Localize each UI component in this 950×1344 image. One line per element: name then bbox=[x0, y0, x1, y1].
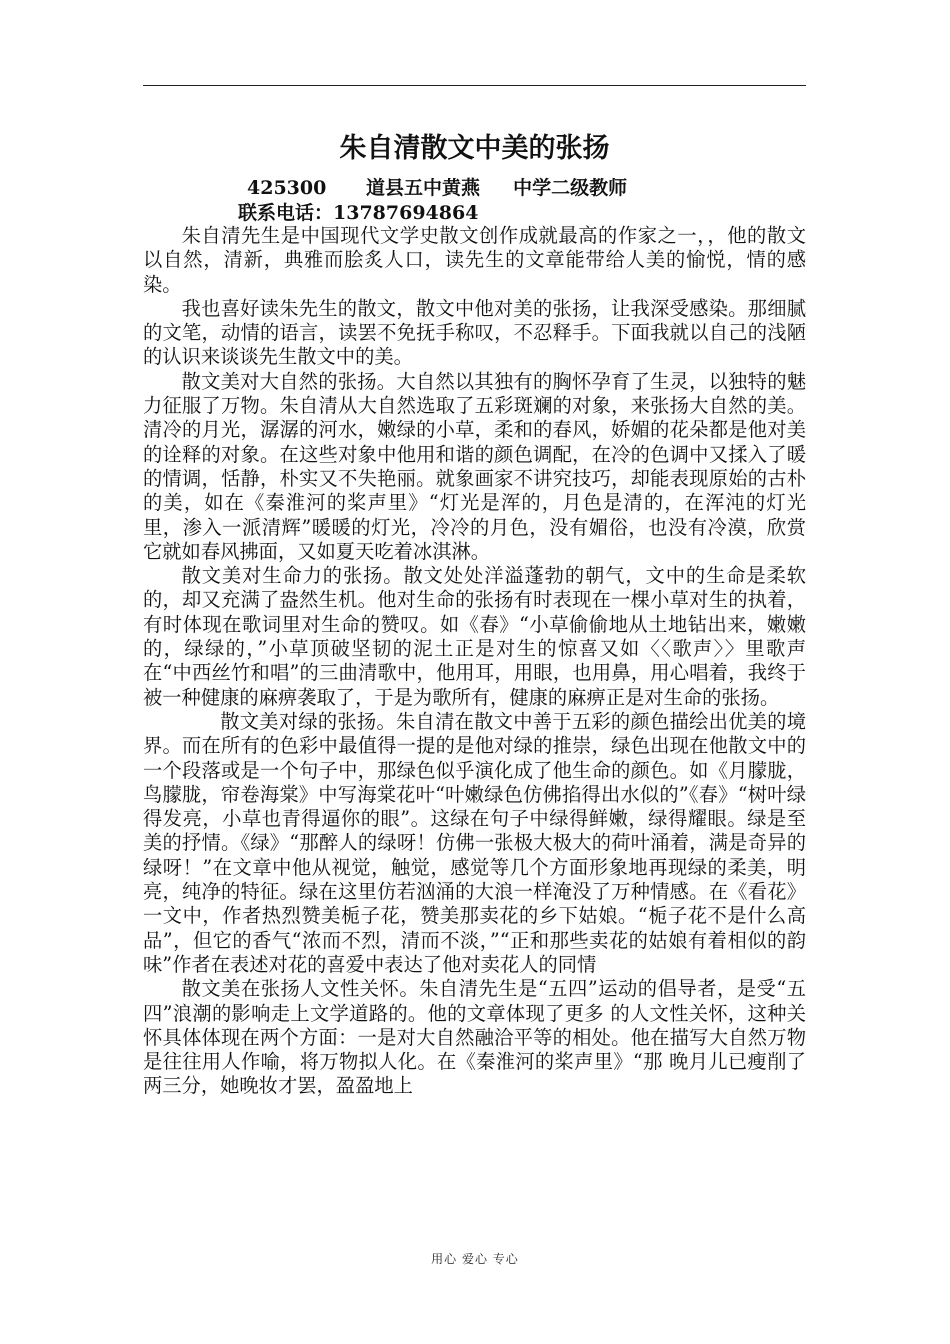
header-rule bbox=[143, 85, 806, 86]
paragraph-preface: 我也喜好读朱先生的散文，散文中他对美的张扬，让我深受感染。那细腻的文笔，动情的语言，读罢不免抚手称叹，不忍释手。下面我就以自己的浅陋的认识来谈谈先生散文中的美。 bbox=[143, 296, 806, 369]
body-text bbox=[143, 224, 806, 1099]
paragraph-nature: 散文美对大自然的张扬。大自然以其独有的胸怀孕育了生灵，以独特的魅力征服了万物。朱自清从大自然选取了五彩斑斓的对象，来张扬大自然的美。清冷的月光，潺潺的河水，嫩绿的小草，柔和的春风，娇媚的花朵都是他对美的诠释的对象。在这些对象中他用和谐的颜色调配，在冷的色调中又揉入了暖的情调，恬静，朴实又不失艳丽。就象画家不讲究技巧，却能表现原始的古朴的美，如在《秦淮河的桨声里》“灯光是浑的，月色是清的，在浑沌的灯光里，渗入一派清辉”暖暖的灯光，冷冷的月色，没有媚俗，也没有冷漠，欣赏它就如春风拂面，又如夏天吃着冰淇淋。 bbox=[143, 369, 806, 563]
phone-line: 联系电话：13787694864 bbox=[238, 202, 479, 224]
paragraph-green: 散文美对绿的张扬。朱自清在散文中善于五彩的颜色描绘出优美的境界。而在所有的色彩中最值得一提的是他对绿的推崇，绿色出现在他散文中的一个段落或是一个句子中，那绿色似乎演化成了他生命的颜色。如《月朦胧，鸟朦胧，帘卷海棠》中写海棠花叶“叶嫩绿色仿佛掐得出水似的”《春》“树叶绿得发亮，小草也青得逼你的眼”。这绿在句子中绿得鲜嫩，绿得耀眼。绿是至美的抒情。《绿》“那醉人的绿呀！仿佛一张极大极大的荷叶涌着，满是奇异的绿呀！”在文章中他从视觉，触觉，感觉等几个方面形象地再现绿的柔美，明亮，纯净的特征。绿在这里仿若汹涌的大浪一样淹没了万种情感。在《看花》一文中，作者热烈赞美栀子花，赞美那卖花的乡下姑娘。“栀子花不是什么高品”，但它的香气“浓而不烈，清而不淡，”“正和那些卖花的姑娘有着相似的韵味”作者在表述对花的喜爱中表达了他对卖花人的同情 bbox=[143, 709, 806, 976]
page-footer: 用心 爱心 专心 bbox=[431, 1252, 519, 1266]
paragraph-intro: 朱自清先生是中国现代文学史散文创作成就最高的作家之一，，他的散文以自然，清新，典雅而脍炙人口，读先生的文章能带给人美的愉悦，情的感染。 bbox=[143, 224, 806, 296]
author-line: 425300 道县五中黄燕 中学二级教师 bbox=[247, 177, 628, 199]
paragraph-vitality: 散文美对生命力的张扬。散文处处洋溢蓬勃的朝气，文中的生命是柔软的，却又充满了盎然生机。他对生命的张扬有时表现在一棵小草对生的执着，有时体现在歌词里对生命的赞叹。如《春》“小草偷偷地从土地钻出来，嫩嫩的，绿绿的，”小草顶破坚韧的泥土正是对生的惊喜又如〈〈歌声〉〉里歌声在“中西丝竹和唱”的三曲清歌中，他用耳，用眼，也用鼻，用心唱着，我终于被一种健康的麻痹袭取了，于是为歌所有，健康的麻痹正是对生命的张扬。 bbox=[143, 564, 806, 709]
document-title: 朱自清散文中美的张扬 bbox=[339, 133, 610, 164]
paragraph-humanism: 散文美在张扬人文性关怀。朱自清先生是“五四”运动的倡导者，是受“五四”浪潮的影响走上文学道路的。他的文章体现了更多 的人文性关怀，这种关怀具体体现在两个方面：一是对大自然融洽平等的相处。他在描写大自然万物是往往用人作喻，将万物拟人化。在《秦淮河的桨声里》“那 晚月儿已瘦削了两三分，她晚妆才罢，盈盈地上 bbox=[143, 977, 806, 1098]
